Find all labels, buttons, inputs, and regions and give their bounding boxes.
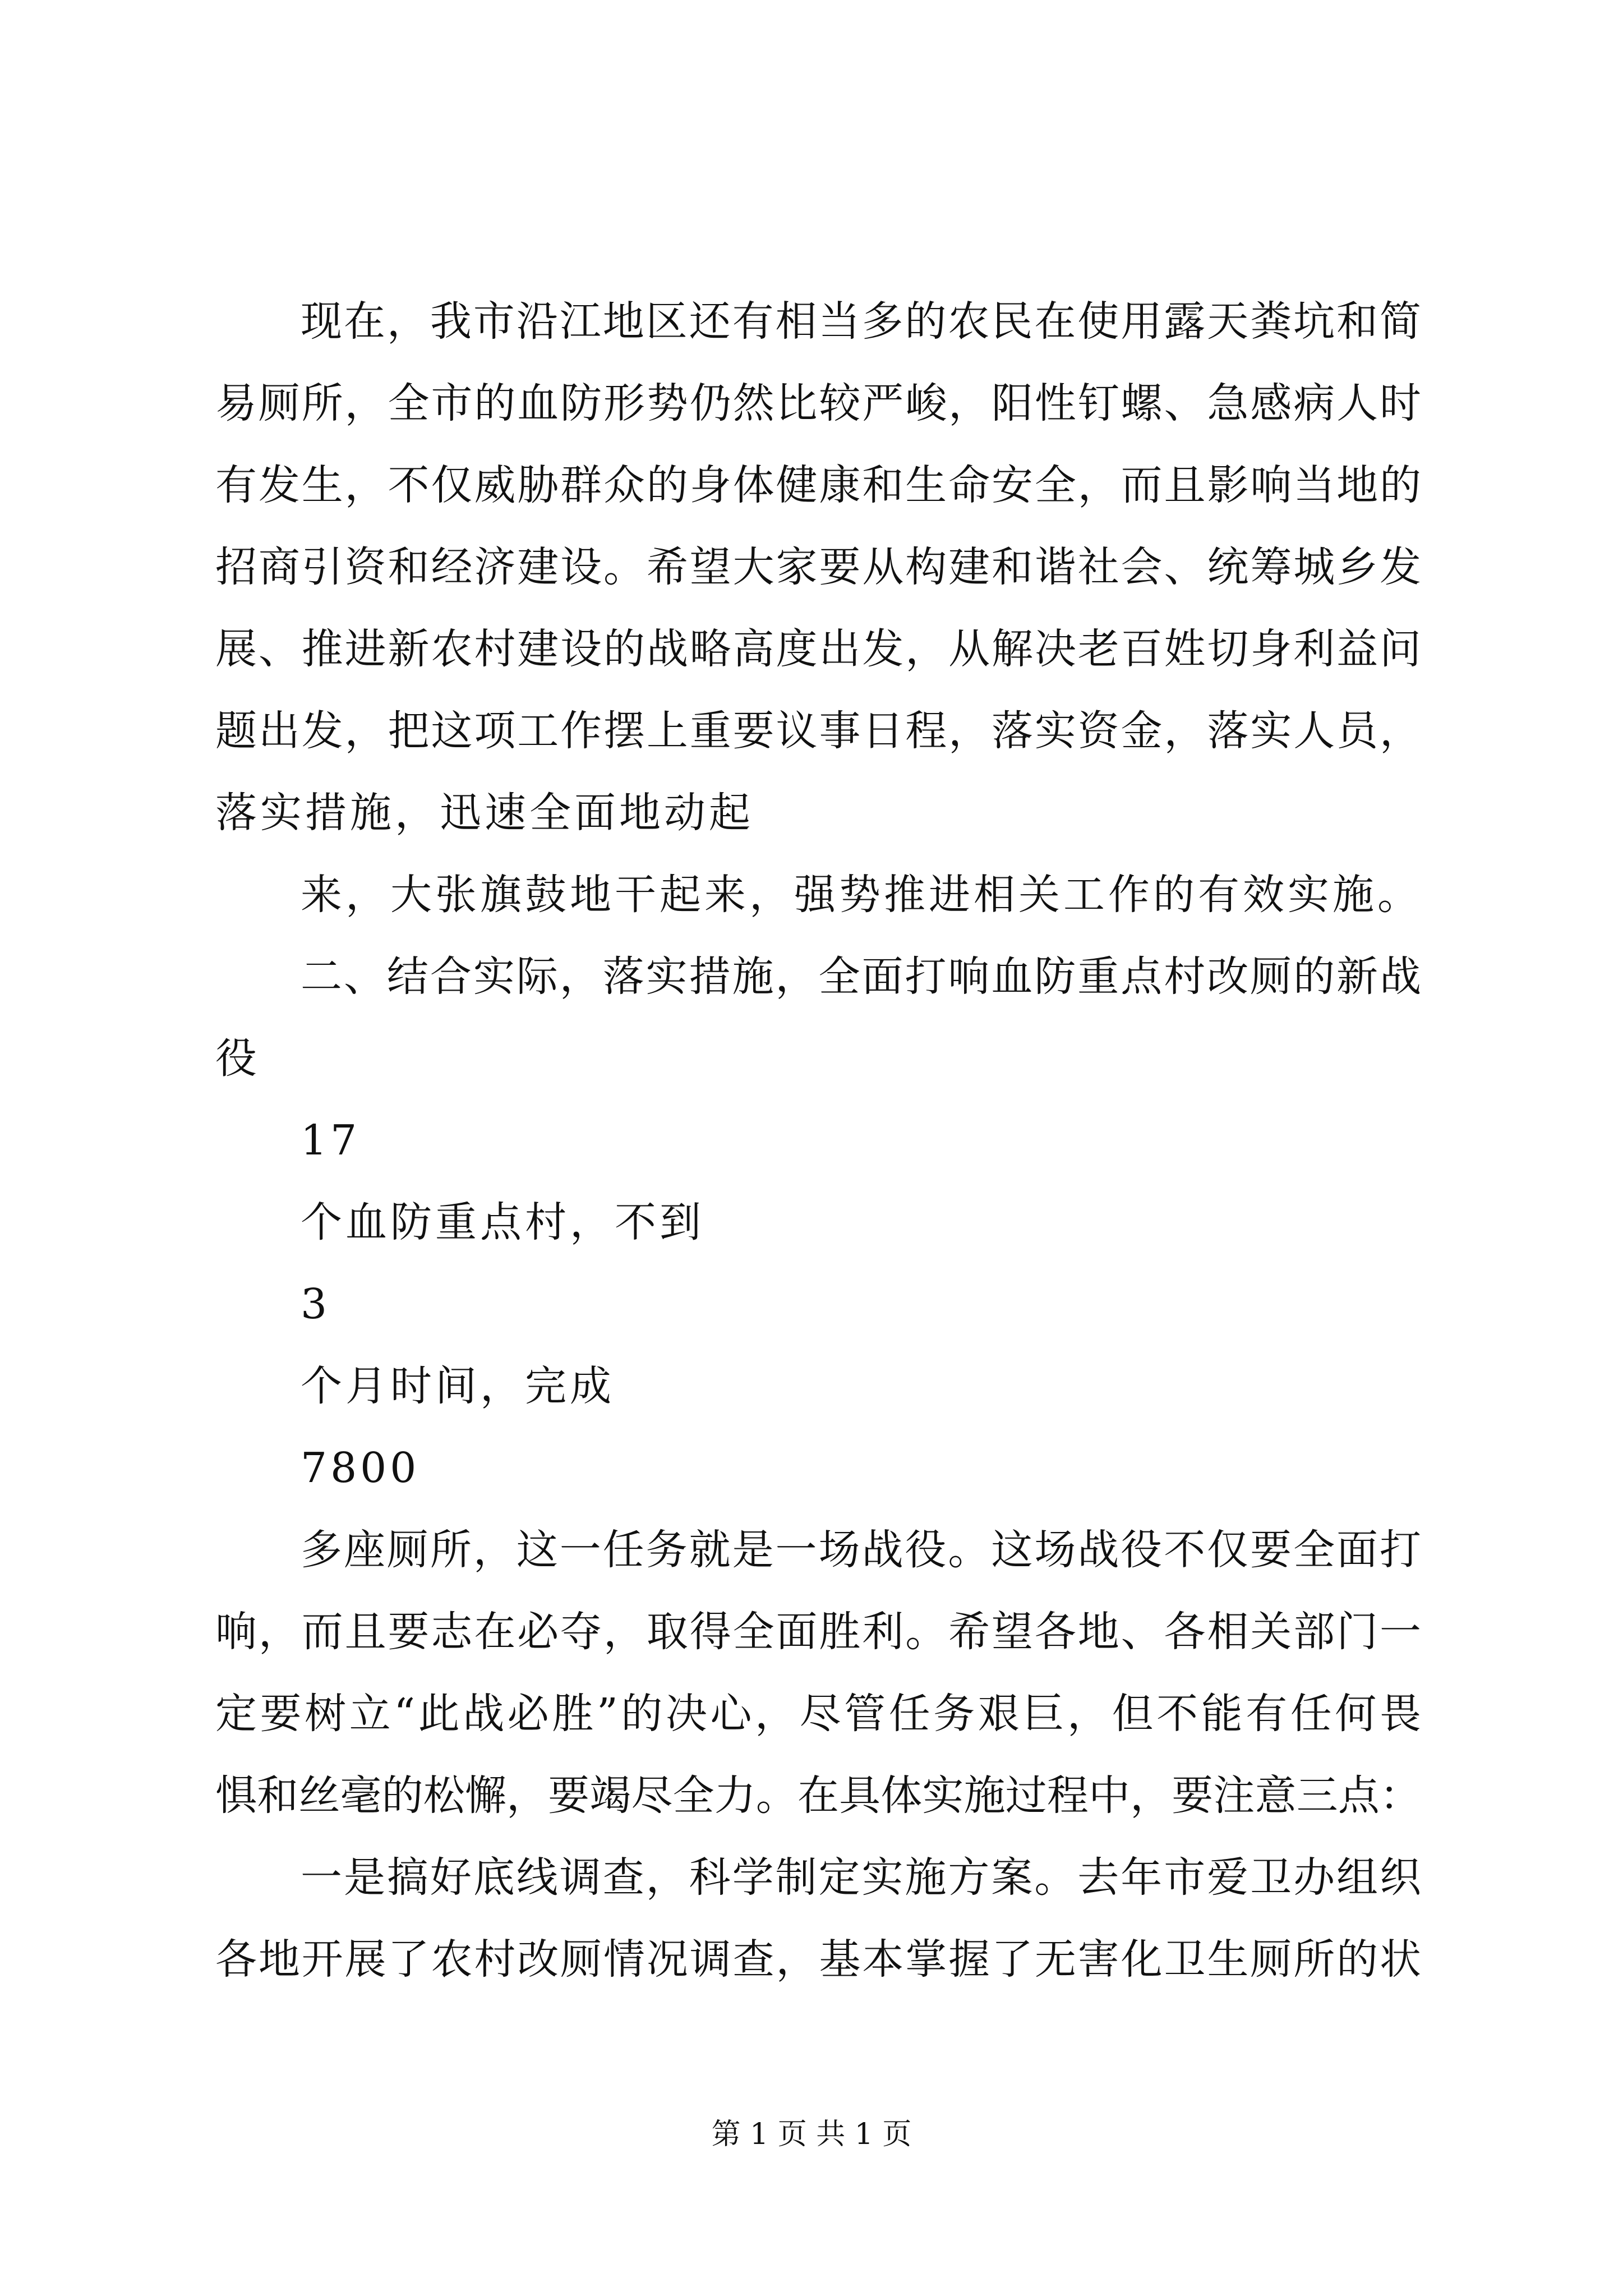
text-line: 各地开展了农村改厕情况调查，基本掌握了无害化卫生厕所的状 (215, 1935, 1421, 1984)
text-line: 个月时间，完成 (301, 1362, 615, 1410)
text-line: 现在，我市沿江地区还有相当多的农民在使用露天粪坑和简 (301, 297, 1421, 346)
page-number-label: 第 1 页 共 1 页 (711, 2118, 912, 2151)
page-footer (0, 2115, 1623, 2154)
section-heading: 二、结合实际，落实措施，全面打响血防重点村改厕的新战 (301, 953, 1421, 1001)
text-line: 题出发，把这项工作摆上重要议事日程，落实资金，落实人员， (215, 707, 1421, 755)
text-line: 7800 (301, 1444, 420, 1492)
text-line: 招商引资和经济建设。希望大家要从构建和谐社会、统筹城乡发 (215, 543, 1421, 591)
text-line: 个血防重点村，不到 (301, 1198, 704, 1246)
text-line: 响，而且要志在必夺，取得全面胜利。希望各地、各相关部门一 (215, 1608, 1421, 1656)
section-heading-continuation: 役 (215, 1034, 260, 1083)
text-line: 3 (301, 1280, 331, 1328)
text-line: 易厕所，全市的血防形势仍然比较严峻，阳性钉螺、急感病人时 (215, 379, 1421, 427)
text-line: 展、推进新农村建设的战略高度出发，从解决老百姓切身利益问 (215, 625, 1421, 673)
text-line: 17 (301, 1116, 361, 1165)
text-line: 来，大张旗鼓地干起来，强势推进相关工作的有效实施。 (301, 871, 1422, 919)
text-line: 有发生，不仅威胁群众的身体健康和生命安全，而且影响当地的 (215, 461, 1421, 509)
text-line: 多座厕所，这一任务就是一场战役。这场战役不仅要全面打 (301, 1526, 1421, 1574)
text-line: 落实措施，迅速全面地动起 (215, 789, 754, 837)
document-body (215, 280, 1421, 2000)
text-line: 定要树立“此战必胜”的决心，尽管任务艰巨，但不能有任何畏 (215, 1690, 1421, 1738)
text-line: 惧和丝毫的松懈，要竭尽全力。在具体实施过程中，要注意三点： (215, 1772, 1421, 1820)
text-line: 一是搞好底线调查，科学制定实施方案。去年市爱卫办组织 (301, 1853, 1421, 1902)
